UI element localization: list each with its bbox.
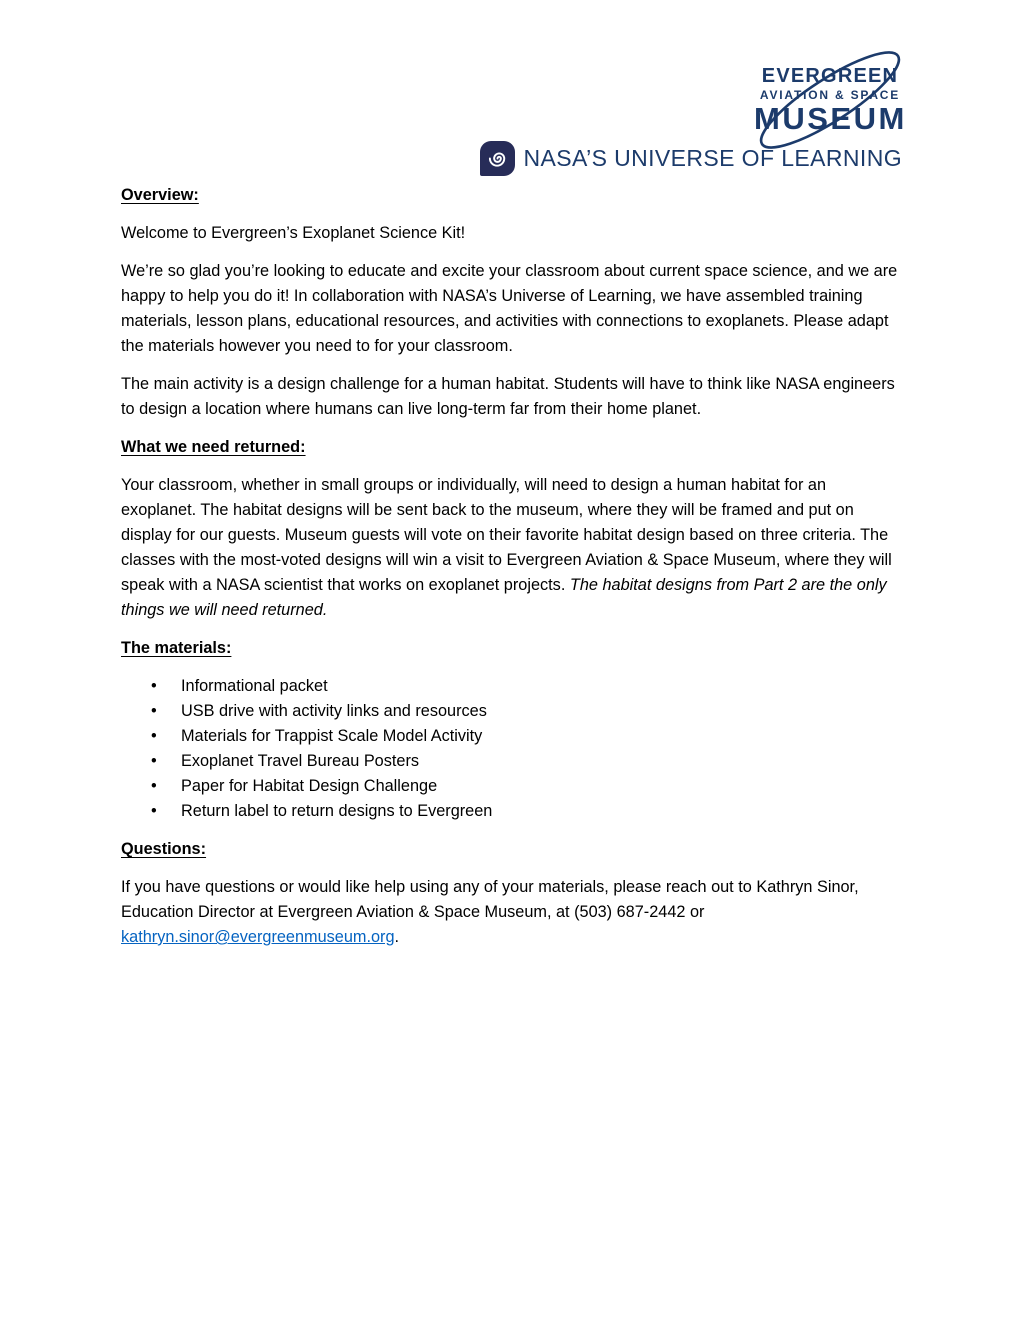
- evergreen-logo-line3: MUSEUM: [754, 101, 907, 136]
- main-activity-paragraph: The main activity is a design challenge for a human habitat. Students will have to think like NASA engineers to design a location where humans can live long-term far from their home planet.: [121, 375, 895, 418]
- email-link[interactable]: kathryn.sinor@evergreenmuseum.org: [121, 928, 395, 946]
- returned-paragraph: Your classroom, whether in small groups or individually, will need to design a human habitat for an exoplanet. The habitat designs will be sent back to the museum, where they will be framed and put on display for our guests. Museum guests will vote on their favorite habitat design based on three criteria. The classes with the most-voted designs will win a visit to Evergreen Aviation & Space Museum, where they will speak with a NASA scientist that works on exoplanet projects. The habitat designs from Part 2 are the only things we will need returned.: [121, 476, 892, 619]
- list-item: • Paper for Habitat Design Challenge: [121, 774, 901, 799]
- intro-paragraph: We’re so glad you’re looking to educate and excite your classroom about current space science, and we are happy to help you do it! In collaboration with NASA’s Universe of Learning, we have assembled training materials, lesson plans, educational resources, and activities with connections to exoplanets. Please adapt the materials however you need to for your classroom.: [121, 262, 898, 355]
- materials-list: [121, 674, 901, 824]
- materials-heading: The materials:: [121, 639, 232, 657]
- evergreen-logo-line1: EVERGREEN: [761, 65, 899, 87]
- list-item: • Informational packet: [121, 674, 901, 699]
- nasa-logo-wordmark: NASA’S UNIVERSE OF LEARNING: [523, 145, 902, 171]
- document-body: [0, 180, 1020, 950]
- list-item: • USB drive with activity links and resources: [121, 699, 901, 724]
- returned-paragraph-italic: The habitat designs from Part 2 are the only things we will need returned.: [121, 576, 887, 619]
- galaxy-spiral-icon: [480, 141, 515, 176]
- nasa-universe-of-learning-logo: [480, 141, 902, 176]
- questions-paragraph: If you have questions or would like help using any of your materials, please reach out to Kathryn Sinor, Education Director at Evergreen Aviation & Space Museum, at (503) 687-2442 or kathryn.sinor@evergreenmuseum.org.: [121, 878, 859, 946]
- page-header: [0, 0, 1020, 180]
- questions-heading: Questions:: [121, 840, 207, 858]
- list-item: • Exoplanet Travel Bureau Posters: [121, 749, 901, 774]
- returned-heading: What we need returned:: [121, 438, 306, 456]
- evergreen-museum-logo: [754, 66, 906, 134]
- overview-heading: Overview:: [121, 186, 199, 204]
- list-item: • Return label to return designs to Evergreen: [121, 799, 901, 824]
- evergreen-logo-line2: AVIATION & SPACE: [759, 88, 901, 102]
- list-item: • Materials for Trappist Scale Model Activity: [121, 724, 901, 749]
- welcome-paragraph: Welcome to Evergreen’s Exoplanet Science Kit!: [121, 224, 466, 242]
